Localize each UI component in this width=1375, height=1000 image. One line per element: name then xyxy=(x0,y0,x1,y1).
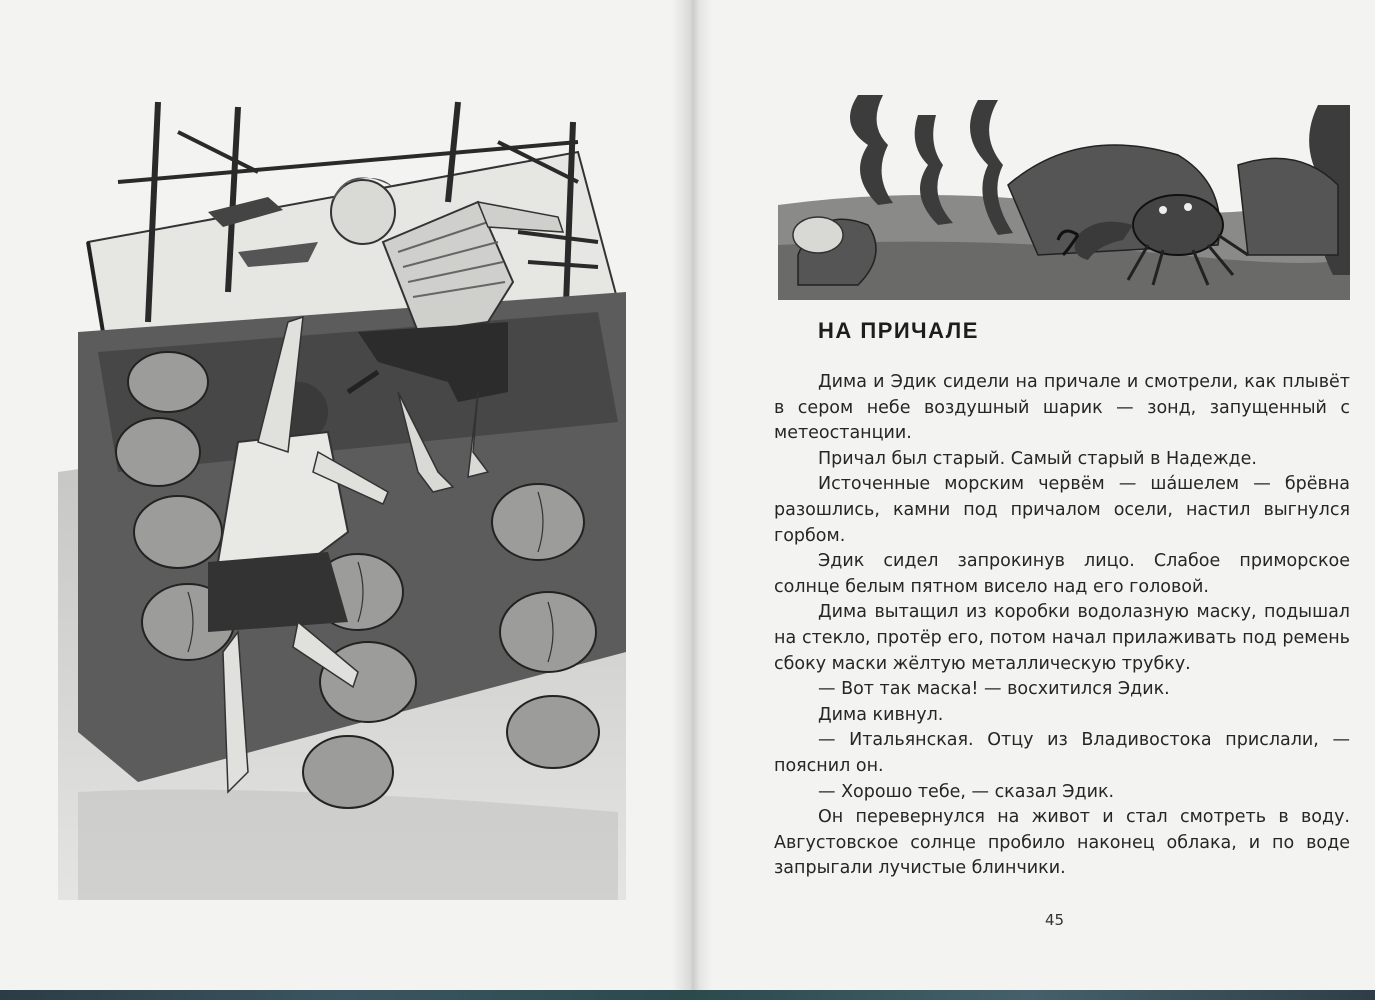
page-number: 45 xyxy=(1045,911,1065,929)
paragraph: — Вот так маска! — восхитился Эдик. xyxy=(818,679,1170,700)
paragraph: Он перевернулся на живот и стал смотреть в воду. Августовское солнце пробило наконец облака, и по воде запрыгали лучистые блинчики. xyxy=(774,807,1350,879)
paragraph: Дима и Эдик сидели на причале и смотрели, как плывёт в сером небе воздушный шарик — зонд, запущенный с метеостанции. xyxy=(774,372,1350,444)
paragraph: Причал был старый. Самый старый в Надежде. xyxy=(818,448,1257,469)
left-page xyxy=(0,0,690,990)
paragraph: — Итальянская. Отцу из Владивостока прислали, — пояснил он. xyxy=(774,730,1350,776)
pier-illustration xyxy=(58,92,626,900)
paragraph: Источенные морским червём — ша́шелем — брёвна разошлись, камни под причалом осели, настил выгнулся горбом. xyxy=(774,474,1350,546)
background-surface xyxy=(0,990,1375,1000)
paragraph: Дима вытащил из коробки водолазную маску, подышал на стекло, протёр его, потом начал прилаживать под ремень сбоку маски жёлтую металлическую трубку. xyxy=(774,602,1350,674)
paragraph: Дима кивнул. xyxy=(818,704,944,725)
underwater-crab-illustration xyxy=(778,85,1350,300)
chapter-text xyxy=(774,370,1350,882)
right-page xyxy=(700,0,1375,990)
paragraph: — Хорошо тебе, — сказал Эдик. xyxy=(818,781,1115,802)
chapter-title: НА ПРИЧАЛЕ xyxy=(818,318,979,343)
paragraph: Эдик сидел запрокинув лицо. Слабое приморское солнце белым пятном висело над его головой. xyxy=(774,551,1350,597)
